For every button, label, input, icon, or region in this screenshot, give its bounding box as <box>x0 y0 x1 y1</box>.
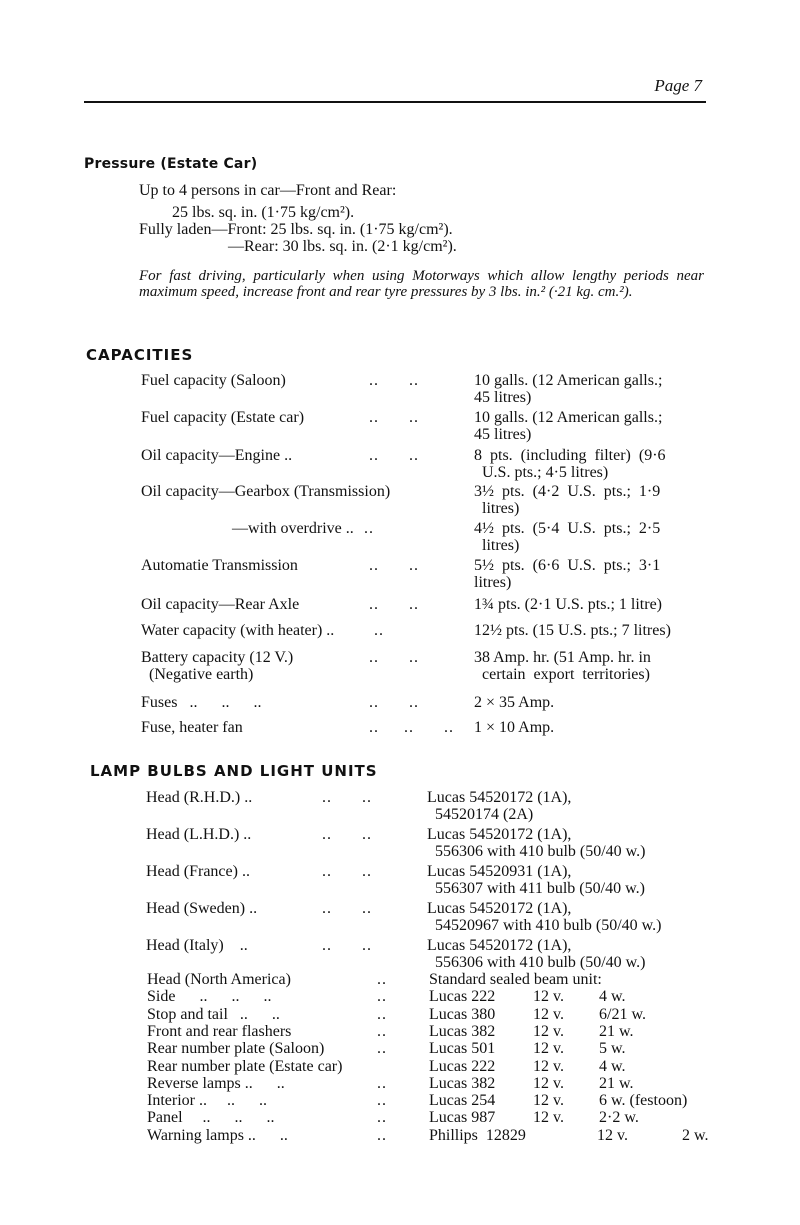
lamp-unit-row <box>147 1058 727 1075</box>
lamp-voltage: 12 v. <box>533 1005 564 1023</box>
leader-dots: .. .. <box>369 694 419 711</box>
lamp-voltage: 12 v. <box>533 1040 564 1058</box>
lamp-wattage: 4 w. <box>599 988 626 1006</box>
leader-dots: .. .. <box>322 789 372 806</box>
lamp-label: Head (L.H.D.) .. <box>146 826 252 843</box>
lamp-part: Phillips 12829 <box>429 1126 526 1144</box>
lamp-part: Lucas 382 <box>429 1022 496 1040</box>
pressure-line-2: 25 lbs. sq. in. (1·75 kg/cm²). <box>172 204 355 221</box>
leader-dots: .. <box>377 1005 387 1023</box>
lamp-unit-row <box>147 1006 727 1023</box>
lamp-label: Panel .. .. .. <box>147 1109 275 1127</box>
capacity-label: Water capacity (with heater) .. <box>141 622 335 639</box>
lamp-unit-row <box>147 1092 727 1109</box>
leader-dots: .. <box>364 520 374 537</box>
pressure-heading: Pressure (Estate Car) <box>84 156 258 172</box>
leader-dots: .. <box>377 1040 387 1058</box>
lamp-label: Front and rear flashers <box>147 1022 292 1040</box>
lamp-voltage: 12 v. <box>597 1126 628 1144</box>
page-number: Page 7 <box>654 76 702 95</box>
lamp-voltage: 12 v. <box>533 1022 564 1040</box>
lamp-wattage: 5 w. <box>599 1040 626 1058</box>
leader-dots: .. .. <box>369 596 419 613</box>
capacity-label: Battery capacity (12 V.) (Negative earth) <box>141 649 294 683</box>
leader-dots: .. <box>374 622 384 639</box>
lamp-wattage: 21 w. <box>599 1022 634 1040</box>
lamp-part: Lucas 222 <box>429 1057 496 1075</box>
leader-dots: .. <box>377 1109 387 1127</box>
capacity-value: 8 pts. (including filter) (9·6 U.S. pts.; 4·5 litres) <box>474 447 666 481</box>
lamp-voltage: 12 v. <box>533 1057 564 1075</box>
lamp-value: Lucas 54520931 (1A), 556307 with 411 bulb (50/40 w.) <box>427 863 645 897</box>
leader-dots: .. .. <box>322 900 372 917</box>
lamp-value: Lucas 54520172 (1A), 556306 with 410 bulb (50/40 w.) <box>427 937 646 971</box>
lamp-voltage: 12 v. <box>533 1074 564 1092</box>
capacity-label: Oil capacity—Engine .. <box>141 447 293 464</box>
lamp-value: Lucas 54520172 (1A), 54520174 (2A) <box>427 789 572 823</box>
pressure-note: For fast driving, particularly when using Motorways which allow lengthy periods near maximum speed, increase front and rear tyre pressures by 3 lbs. in.² (·21 kg. cm.²). <box>139 268 704 300</box>
leader-dots: .. .. <box>369 409 419 426</box>
lamp-unit-row <box>147 1109 727 1126</box>
lamp-part: Lucas 501 <box>429 1040 496 1058</box>
capacity-value: 3½ pts. (4·2 U.S. pts.; 1·9 litres) <box>474 483 661 517</box>
capacity-value: 1 × 10 Amp. <box>474 719 555 736</box>
capacity-value: 1¾ pts. (2·1 U.S. pts.; 1 litre) <box>474 596 662 613</box>
lamp-part: Lucas 222 <box>429 988 496 1006</box>
leader-dots: .. <box>377 1126 387 1144</box>
lamp-label: Warning lamps .. .. <box>147 1126 288 1144</box>
lamp-part: Lucas 380 <box>429 1005 496 1023</box>
lamp-voltage: 12 v. <box>533 988 564 1006</box>
lamp-value: Lucas 54520172 (1A), 54520967 with 410 bulb (50/40 w.) <box>427 900 662 934</box>
lamp-label: Head (France) .. <box>146 863 250 880</box>
lamp-unit-row <box>147 1040 727 1057</box>
lamp-label: Reverse lamps .. .. <box>147 1074 285 1092</box>
capacity-value: 12½ pts. (15 U.S. pts.; 7 litres) <box>474 622 671 639</box>
lamp-label: Rear number plate (Saloon) <box>147 1040 325 1058</box>
capacity-label: Automatie Transmission <box>141 557 298 574</box>
lamp-voltage: 12 v. <box>533 1092 564 1110</box>
lamp-wattage: 2 w. <box>682 1126 709 1144</box>
lamp-unit-row <box>147 1075 727 1092</box>
lamp-unit-row <box>147 988 727 1005</box>
leader-dots: .. <box>377 1074 387 1092</box>
lamp-label: Interior .. .. .. <box>147 1092 267 1110</box>
leader-dots: .. <box>377 1092 387 1110</box>
lamp-part: Standard sealed beam unit: <box>429 971 602 988</box>
capacity-label: Fuel capacity (Estate car) <box>141 409 305 426</box>
pressure-line-4: —Rear: 30 lbs. sq. in. (2·1 kg/cm²). <box>228 238 457 255</box>
capacities-heading: CAPACITIES <box>86 346 194 364</box>
leader-dots: .. .. <box>322 826 372 843</box>
capacity-label: Fuel capacity (Saloon) <box>141 372 286 389</box>
capacity-label: Oil capacity—Gearbox (Transmission) <box>141 483 391 500</box>
lamp-label: Rear number plate (Estate car) <box>147 1057 343 1075</box>
leader-dots: .. <box>377 988 387 1006</box>
lamp-part: Lucas 987 <box>429 1109 496 1127</box>
leader-dots: .. .. <box>369 557 419 574</box>
lamp-label: Head (Italy) .. <box>146 937 248 954</box>
pressure-line-1: Up to 4 persons in car—Front and Rear: <box>139 182 397 199</box>
leader-dots: .. .. .. <box>369 719 454 736</box>
lamp-unit-row <box>147 971 727 988</box>
capacity-value: 4½ pts. (5·4 U.S. pts.; 2·5 litres) <box>474 520 661 554</box>
capacity-label: Oil capacity—Rear Axle <box>141 596 300 613</box>
lamp-value: Lucas 54520172 (1A), 556306 with 410 bulb (50/40 w.) <box>427 826 646 860</box>
capacity-value: 10 galls. (12 American galls.; 45 litres) <box>474 409 663 443</box>
capacity-value: 38 Amp. hr. (51 Amp. hr. in certain export territories) <box>474 649 651 683</box>
leader-dots: .. .. <box>322 863 372 880</box>
capacity-value: 10 galls. (12 American galls.; 45 litres) <box>474 372 663 406</box>
leader-dots: .. <box>377 1022 387 1040</box>
lamp-unit-row <box>147 1023 727 1040</box>
leader-dots: .. .. <box>369 649 419 666</box>
lamp-unit-row <box>147 1127 727 1144</box>
leader-dots: .. .. <box>369 447 419 464</box>
header-rule <box>84 101 706 103</box>
lamp-part: Lucas 382 <box>429 1074 496 1092</box>
lamp-wattage: 21 w. <box>599 1074 634 1092</box>
capacity-value: 5½ pts. (6·6 U.S. pts.; 3·1 litres) <box>474 557 661 591</box>
lamp-wattage: 6 w. (festoon) <box>599 1092 688 1110</box>
pressure-line-3: Fully laden—Front: 25 lbs. sq. in. (1·75 kg/cm²). <box>139 221 453 238</box>
capacity-label: —with overdrive .. <box>232 520 354 537</box>
leader-dots: .. <box>377 971 387 988</box>
lamp-label: Head (R.H.D.) .. <box>146 789 253 806</box>
lamps-heading: LAMP BULBS AND LIGHT UNITS <box>90 762 378 780</box>
lamp-voltage: 12 v. <box>533 1109 564 1127</box>
leader-dots: .. .. <box>322 937 372 954</box>
leader-dots: .. .. <box>369 372 419 389</box>
lamp-part: Lucas 254 <box>429 1092 496 1110</box>
lamp-wattage: 6/21 w. <box>599 1005 646 1023</box>
lamp-wattage: 2·2 w. <box>599 1109 639 1127</box>
capacity-label: Fuse, heater fan <box>141 719 243 736</box>
capacity-value: 2 × 35 Amp. <box>474 694 555 711</box>
lamp-wattage: 4 w. <box>599 1057 626 1075</box>
lamp-label: Side .. .. .. <box>147 988 272 1006</box>
capacity-label: Fuses .. .. .. <box>141 694 262 711</box>
lamp-label: Head (North America) <box>147 971 291 988</box>
lamp-label: Stop and tail .. .. <box>147 1005 280 1023</box>
lamp-label: Head (Sweden) .. <box>146 900 258 917</box>
